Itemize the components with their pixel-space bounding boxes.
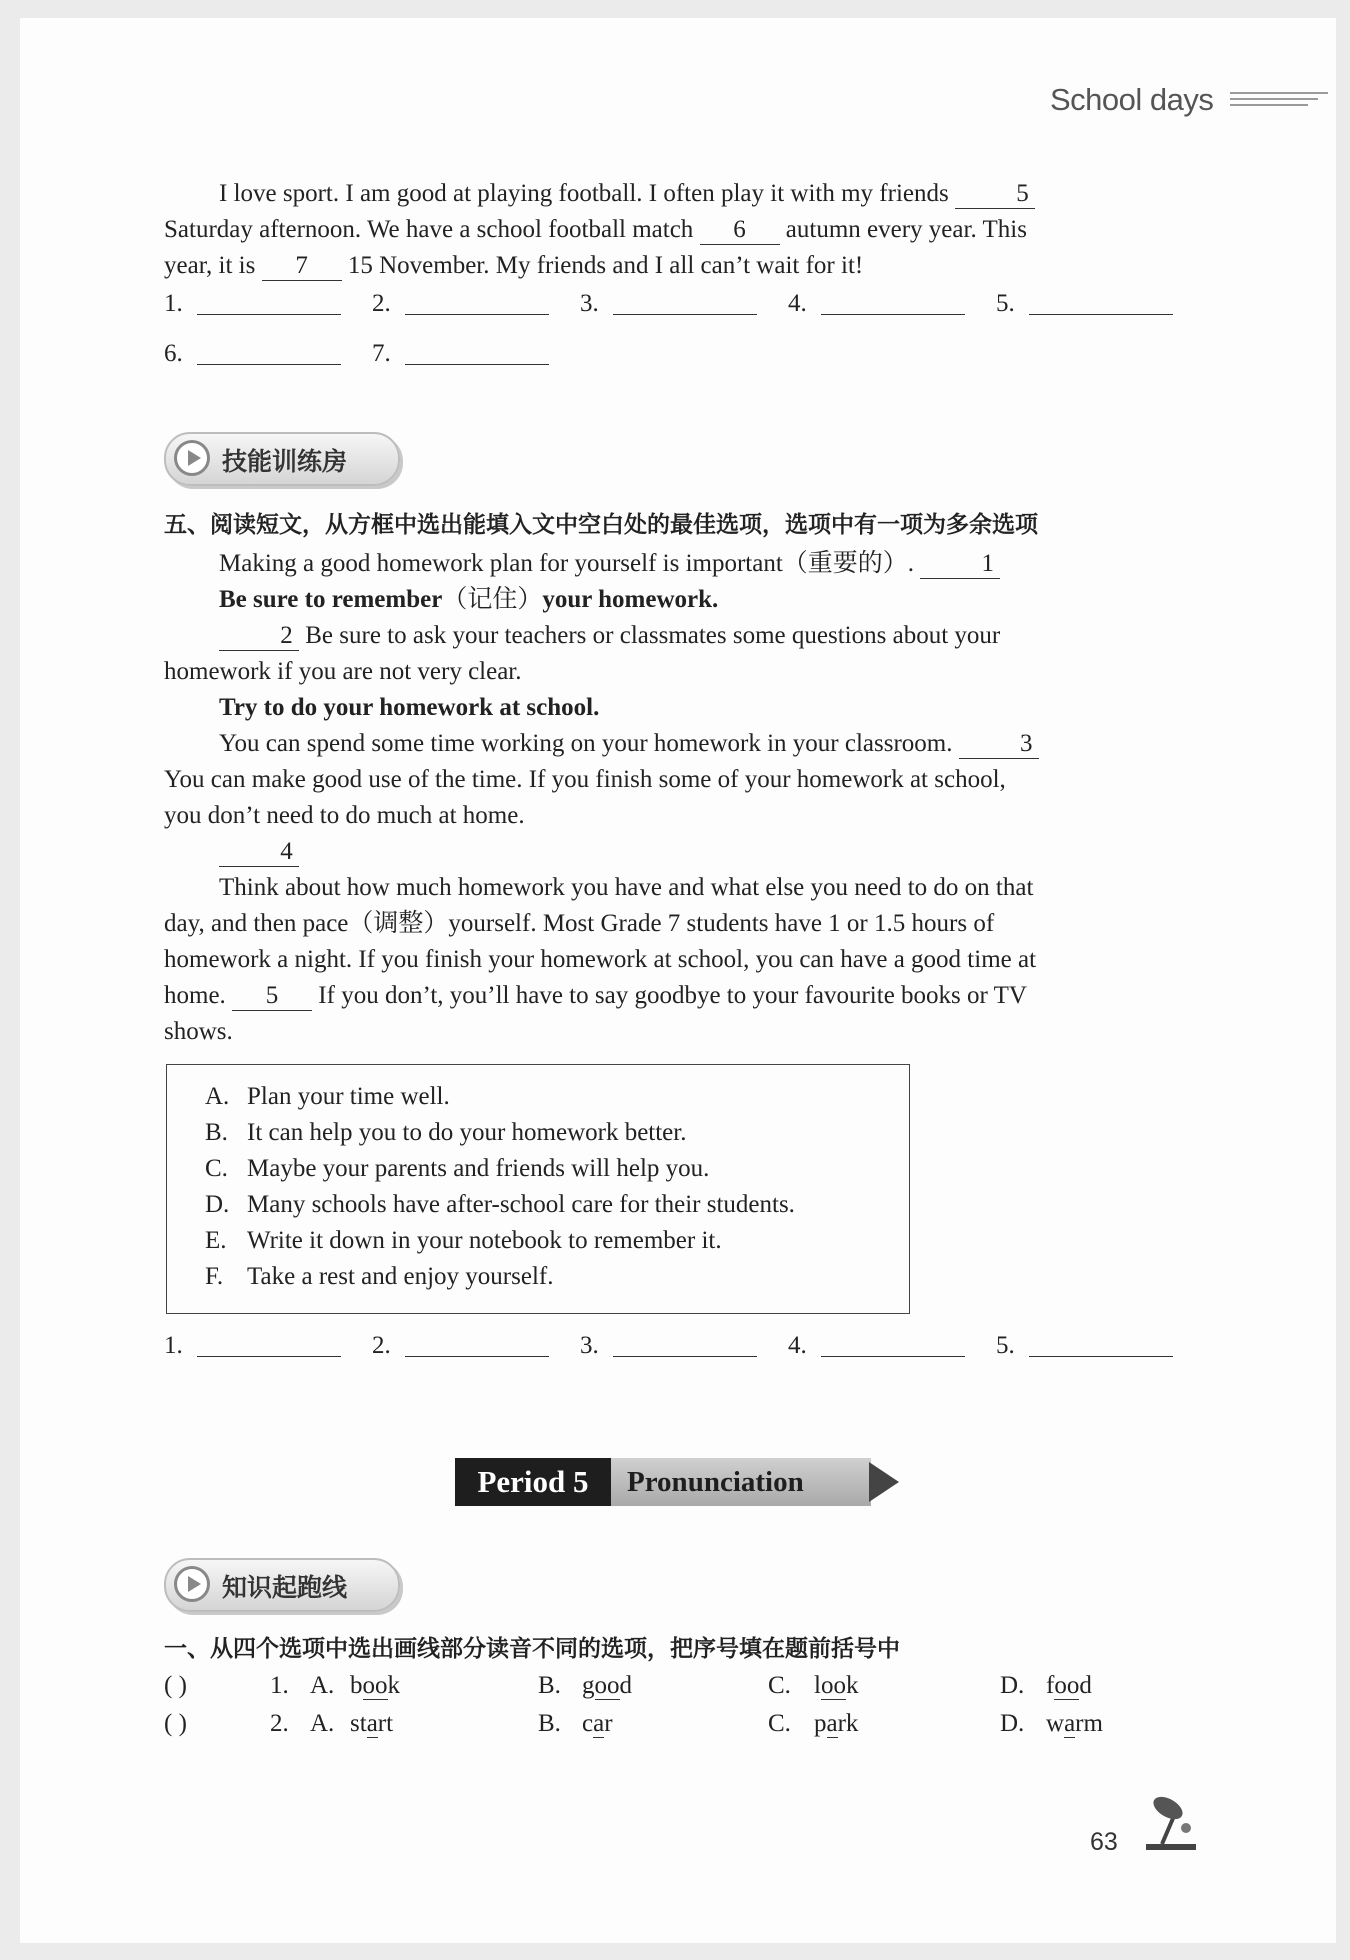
option-word: food — [1046, 1672, 1092, 1699]
option-word: park — [814, 1710, 859, 1737]
answer-slot[interactable]: 1. — [164, 1332, 341, 1360]
passage-text: year, it is — [164, 252, 262, 279]
header-decoration — [1230, 92, 1328, 114]
answer-slot[interactable]: 3. — [580, 290, 757, 318]
period-number: Period 5 — [455, 1458, 611, 1506]
answer-bracket[interactable]: ( ) — [164, 1672, 187, 1699]
passage-top-line3 — [164, 248, 1179, 284]
section-badge-label: 技能训练房 — [222, 447, 348, 476]
option-word: start — [350, 1710, 394, 1737]
lamp-icon — [1138, 1794, 1200, 1854]
passage-top-line1 — [164, 176, 1179, 212]
header-title: School days — [1050, 82, 1214, 117]
para-4f: shows. — [164, 1018, 233, 1045]
passage-text: I love sport. I am good at playing football. I often play it with my friends — [219, 180, 955, 207]
option-word: warm — [1046, 1710, 1103, 1737]
answer-slot[interactable]: 7. — [372, 340, 549, 368]
section-badge-knowledge — [164, 1558, 400, 1612]
underlined-letters: oo — [1054, 1672, 1080, 1699]
answer-slot[interactable]: 1. — [164, 290, 341, 318]
answer-slot[interactable]: 3. — [580, 1332, 757, 1360]
passage-text: autumn every year. This — [779, 216, 1027, 243]
option-d: D. Many schools have after-school care for their students. — [205, 1191, 795, 1218]
para-1: Making a good homework plan for yourself is important（重要的）. 1 — [164, 546, 1179, 582]
para-4a: Think about how much homework you have and what else you need to do on that — [219, 874, 1034, 901]
answer-slot[interactable]: 2. — [372, 1332, 549, 1360]
page-number: 63 — [1090, 1828, 1118, 1856]
underlined-letters: oo — [820, 1672, 846, 1699]
answer-slot[interactable]: 6. — [164, 340, 341, 368]
option-f: F. Take a rest and enjoy yourself. — [205, 1263, 554, 1290]
option-c: C. Maybe your parents and friends will help you. — [205, 1155, 710, 1182]
passage-top-line2 — [164, 212, 1179, 248]
blank-7[interactable]: 7 — [262, 252, 342, 281]
option-b: B. It can help you to do your homework better. — [205, 1119, 687, 1146]
options-box — [166, 1064, 910, 1314]
section-badge-skills — [164, 432, 400, 486]
underlined-letters: a — [826, 1710, 838, 1737]
underlined-letters: oo — [362, 1672, 388, 1699]
mc-item-2: ( ) 2. A. start B. car C. park D. warm — [164, 1710, 1103, 1737]
heading-2: Try to do your homework at school. — [219, 694, 600, 721]
option-a: A. Plan your time well. — [205, 1083, 450, 1110]
answer-slot[interactable]: 2. — [372, 290, 549, 318]
answer-slot[interactable]: 4. — [788, 290, 965, 318]
blank-3[interactable]: 3 — [959, 730, 1039, 759]
option-word: car — [582, 1710, 613, 1737]
underlined-letters: a — [1064, 1710, 1076, 1737]
blank-2[interactable]: 2 — [219, 622, 299, 651]
underlined-letters: a — [366, 1710, 378, 1737]
arrow-right-icon — [869, 1462, 899, 1502]
answer-slot[interactable]: 5. — [996, 1332, 1173, 1360]
para-3: You can spend some time working on your homework in your classroom. 3 — [164, 726, 1179, 762]
question-title-1: 一、从四个选项中选出画线部分读音不同的选项，把序号填在题前括号中 — [164, 1636, 900, 1662]
answer-slot[interactable]: 5. — [996, 290, 1173, 318]
para-2: 2 Be sure to ask your teachers or classmates some questions about your — [164, 618, 1179, 654]
para-4d: home. 5 If you don’t, you’ll have to say goodbye to your favourite books or TV — [164, 982, 1027, 1009]
passage-text: 15 November. My friends and I all can’t wait for it! — [341, 252, 864, 279]
option-word: good — [582, 1672, 632, 1699]
period-title: Pronunciation — [611, 1458, 871, 1506]
para-3b: You can make good use of the time. If you finish some of your homework at school, — [164, 766, 1006, 793]
heading-1: Be sure to remember（记住）your homework. — [219, 586, 719, 613]
option-e: E. Write it down in your notebook to remember it. — [205, 1227, 722, 1254]
para-4b: day, and then pace（调整）yourself. Most Grade 7 students have 1 or 1.5 hours of — [164, 910, 995, 937]
play-icon — [174, 1566, 210, 1602]
option-word: book — [350, 1672, 400, 1699]
mc-item-1: ( ) 1. A. book B. good C. look D. food — [164, 1672, 1092, 1699]
option-word: look — [814, 1672, 859, 1699]
blank-6[interactable]: 6 — [700, 216, 780, 245]
para-4c: homework a night. If you finish your homework at school, you can have a good time at — [164, 946, 1037, 973]
para-2b: homework if you are not very clear. — [164, 658, 522, 685]
para-3c: you don’t need to do much at home. — [164, 802, 525, 829]
underlined-letters: a — [593, 1710, 605, 1737]
underlined-letters: oo — [594, 1672, 620, 1699]
blank-5[interactable]: 5 — [955, 180, 1035, 209]
passage-text: Saturday afternoon. We have a school football match — [164, 216, 700, 243]
answer-bracket[interactable]: ( ) — [164, 1710, 187, 1737]
blank-4[interactable]: 4 — [219, 838, 299, 867]
blank-5b[interactable]: 5 — [232, 982, 312, 1011]
blank-1[interactable]: 1 — [920, 550, 1000, 579]
section-badge-label: 知识起跑线 — [222, 1573, 348, 1602]
question-title-5: 五、阅读短文，从方框中选出能填入文中空白处的最佳选项，选项中有一项为多余选项 — [164, 512, 1038, 538]
play-icon — [174, 440, 210, 476]
para-4-heading — [164, 834, 1179, 870]
answer-slot[interactable]: 4. — [788, 1332, 965, 1360]
